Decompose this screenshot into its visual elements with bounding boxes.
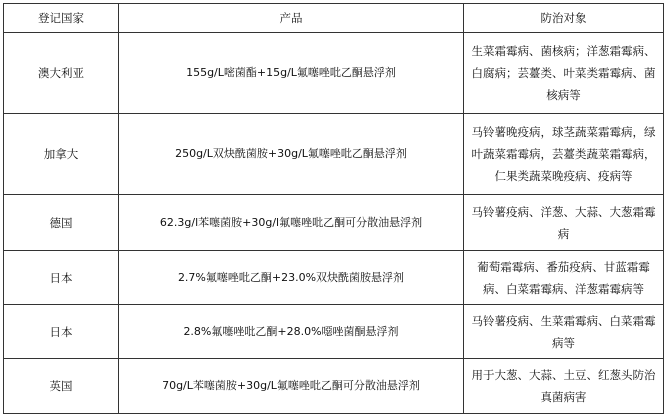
table-row (4, 33, 664, 114)
cell-target: 生菜霜霉病、菌核病；洋葱霜霉病、白腐病；芸薹类、叶菜类霜霉病、菌核病等 (464, 33, 664, 114)
table-row (4, 114, 664, 195)
cell-country: 英国 (4, 359, 119, 414)
cell-target: 马铃薯疫病、生菜霜霉病、白菜霜霉病等 (464, 305, 664, 359)
cell-country: 德国 (4, 195, 119, 251)
table-row (4, 305, 664, 359)
header-product: 产品 (119, 4, 464, 33)
cell-target: 马铃薯疫病、洋葱、大蒜、大葱霜霉病 (464, 195, 664, 251)
cell-country: 日本 (4, 305, 119, 359)
cell-country: 日本 (4, 251, 119, 305)
header-target: 防治对象 (464, 4, 664, 33)
cell-product: 62.3g/l苯噻菌胺+30g/l氟噻唑吡乙酮可分散油悬浮剂 (119, 195, 464, 251)
table-row (4, 359, 664, 414)
table-header-row (4, 4, 664, 33)
cell-product: 155g/L嘧菌酯+15g/L氟噻唑吡乙酮悬浮剂 (119, 33, 464, 114)
cell-product: 2.8%氟噻唑吡乙酮+28.0%噁唑菌酮悬浮剂 (119, 305, 464, 359)
header-country: 登记国家 (4, 4, 119, 33)
cell-target: 马铃薯晚疫病，球茎蔬菜霜霉病，绿叶蔬菜霜霉病，芸薹类蔬菜霜霉病，仁果类蔬菜晚疫病、疫病等 (464, 114, 664, 195)
cell-product: 70g/L苯噻菌胺+30g/L氟噻唑吡乙酮可分散油悬浮剂 (119, 359, 464, 414)
cell-country: 澳大利亚 (4, 33, 119, 114)
cell-country: 加拿大 (4, 114, 119, 195)
cell-product: 2.7%氟噻唑吡乙酮+23.0%双炔酰菌胺悬浮剂 (119, 251, 464, 305)
table-row (4, 251, 664, 305)
registration-table (3, 3, 664, 414)
cell-product: 250g/L双炔酰菌胺+30g/L氟噻唑吡乙酮悬浮剂 (119, 114, 464, 195)
cell-target: 用于大葱、大蒜、土豆、红葱头防治真菌病害 (464, 359, 664, 414)
table-row (4, 195, 664, 251)
cell-target: 葡萄霜霉病、番茄疫病、甘蓝霜霉病、白菜霜霉病、洋葱霜霉病等 (464, 251, 664, 305)
